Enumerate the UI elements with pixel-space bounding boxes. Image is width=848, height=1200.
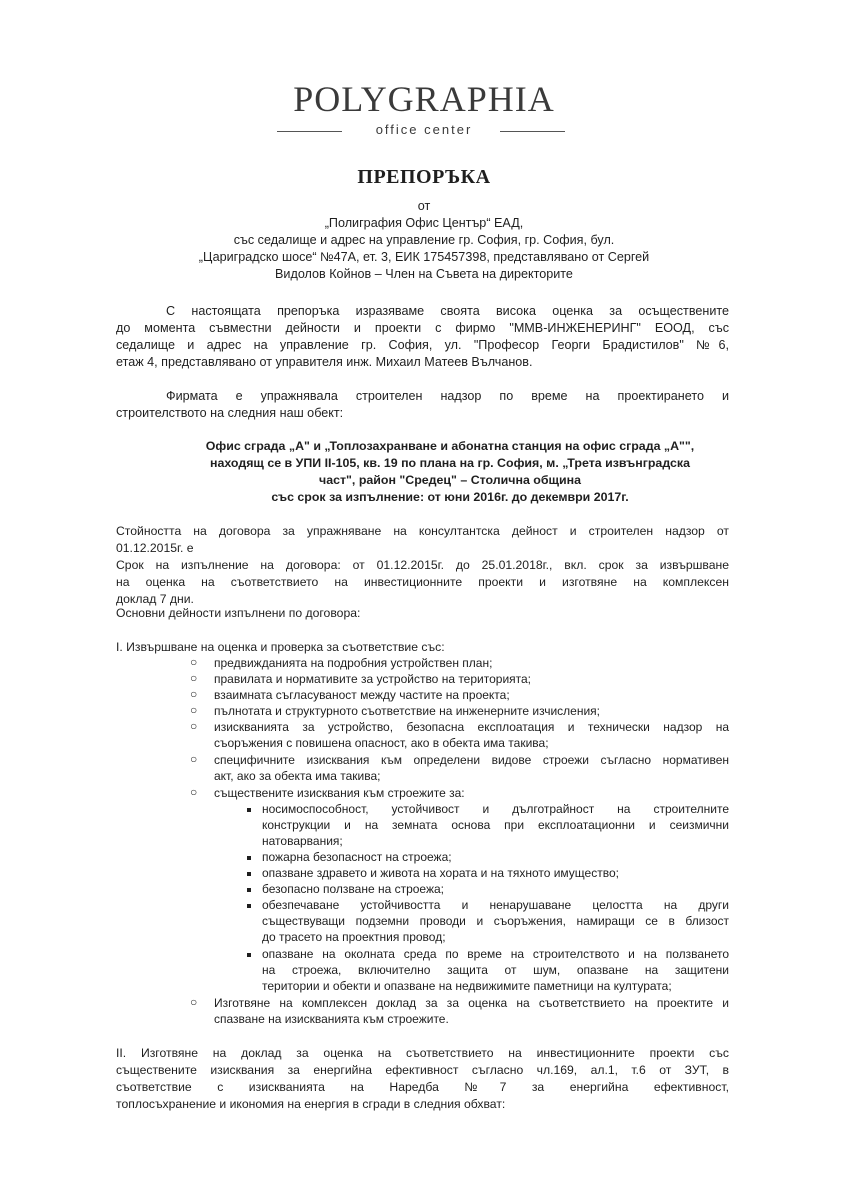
circle-bullet-icon: ○ [190,719,198,733]
contract-line: на оценка на съответствието на инвестиционните проекти и изготвяне на комплексен [116,575,729,589]
square-bullet-icon [247,904,251,908]
contract-line: Срок на изпълнение на договора: от 01.12.2015г. до 25.01.2018г., вкл. срок за извършване [116,558,729,572]
circle-bullet-icon: ○ [190,703,198,717]
list-item-continuation: спазване на изискванията към строежите. [214,1012,449,1026]
sub-list-item: опазване на околната среда по време на строителството и на ползването [262,947,729,961]
intro-paragraph-line: С настоящата препоръка изразяваме своята висока оценка за осъществените [166,304,729,318]
list-item: взаимната съгласуваност между частите на проекта; [214,688,510,702]
header-line: със седалище и адрес на управление гр. София, гр. София, бул. [233,233,615,247]
sub-list-item-continuation: до трасето на проектния провод; [262,930,446,944]
list-item: правилата и нормативите за устройство на територията; [214,672,532,686]
circle-bullet-icon: ○ [190,655,198,669]
circle-bullet-icon: ○ [190,671,198,685]
circle-bullet-icon: ○ [190,687,198,701]
sub-list-item: безопасно ползване на строежа; [262,882,445,896]
object-description-line: част", район "Средец" – Столична община [319,473,581,487]
header-line: от [417,199,431,213]
list-item-continuation: акт, ако за обекта има такива; [214,769,381,783]
circle-bullet-icon: ○ [190,785,198,799]
list-item-continuation: съоръжения с повишена опасност, ако в обекта има такива; [214,736,549,750]
sub-list-item: обезпечаване устойчивостта и ненарушаване целостта на други [262,898,729,912]
list-item: изискванията за устройство, безопасна експлоатация и технически надзор на [214,720,729,734]
list-item: специфичните изисквания към определени видове строежи съгласно нормативен [214,753,729,767]
sub-list-item: пожарна безопасност на строежа; [262,850,452,864]
header-line: „Цариградско шосе“ №47А, ет. 3, ЕИК 175457398, представлявано от Сергей [198,250,650,264]
object-description-line: със срок за изпълнение: от юни 2016г. до декември 2017г. [271,490,629,504]
sub-list-item-continuation: на строежа, включително защита от шум, опазване на защитени [262,963,729,977]
sub-list-item-continuation: територии и обекти и опазване на недвижимите паметници на културата; [262,979,672,993]
square-bullet-icon [247,953,251,957]
section-2-line: топлосъхранение и икономия на енергия в сгради в следния обхват: [116,1097,506,1111]
logo-line-right [500,131,565,132]
list-item: предвижданията на подробния устройствен план; [214,656,493,670]
intro-paragraph-line: до момента съвместни дейности и проекти с фирмо "ММВ-ИНЖЕНЕРИНГ" ЕООД, със [116,321,729,335]
intro-paragraph-line: седалище и адрес на управление гр. София, ул. "Професор Георги Брадистилов" №6, [116,338,729,352]
supervision-paragraph-line: строителството на следния наш обект: [116,406,344,420]
contract-line: доклад 7 дни. [116,592,194,606]
sub-list-item: опазване здравето и живота на хората и на тяхното имущество; [262,866,619,880]
company-logo-subtitle: office center [375,122,473,137]
list-item: съществените изисквания към строежите за: [214,786,465,800]
sub-list-item-continuation: съществуващи подземни проводи и съоръжения, намиращи се в близост [262,914,729,928]
list-item: пълнотата и структурното съответствие на инженерните изчисления; [214,704,601,718]
company-logo: POLYGRAPHIA [293,79,555,119]
object-description-line: находящ се в УПИ II-105, кв. 19 по плана на гр. София, м. „Трета извънградска [209,456,691,470]
circle-bullet-icon: ○ [190,752,198,766]
section-2-line: съществените изисквания за енергийна ефективност съгласно чл.169, ал.1, т.6 от ЗУТ, в [116,1063,729,1077]
square-bullet-icon [247,808,251,812]
contract-line: Основни дейности изпълнени по договора: [116,606,361,620]
header-line: „Полиграфия Офис Център“ ЕАД, [324,216,524,230]
header-line: Видолов Койнов – Член на Съвета на директорите [275,267,573,281]
square-bullet-icon [247,872,251,876]
supervision-paragraph-line: Фирмата е упражнявала строителен надзор по време на проектирането и [166,389,729,403]
section-1-title: I. Извършване на оценка и проверка за съответствие със: [116,640,445,654]
square-bullet-icon [247,856,251,860]
object-description-line: Офис сграда „А" и „Топлозахранване и абонатна станция на офис сграда „А"", [205,439,695,453]
sub-list-item-continuation: конструкции и на земната основа при експлоатационни и сеизмични [262,818,729,832]
circle-bullet-icon: ○ [190,995,198,1009]
contract-line: Стойността на договора за упражняване на консултантска дейност и строителен надзор от [116,524,729,538]
square-bullet-icon [247,888,251,892]
contract-line: 01.12.2015г. е [116,541,194,555]
intro-paragraph-line: етаж 4, представлявано от управителя инж. Михаил Матеев Вълчанов. [116,355,533,369]
section-2-line: съответствие с изискванията на Наредба №7 за енергийна ефективност, [116,1080,729,1094]
section-2-line: II. Изготвяне на доклад за оценка на съответствието на инвестиционните проекти със [116,1046,729,1060]
sub-list-item: носимоспособност, устойчивост и дълготрайност на строителните [262,802,729,816]
list-item: Изготвяне на комплексен доклад за за оценка на съответствието на проектите и [214,996,729,1010]
sub-list-item-continuation: натоварвания; [262,834,343,848]
document-title: ПРЕПОРЪКА [357,166,491,188]
